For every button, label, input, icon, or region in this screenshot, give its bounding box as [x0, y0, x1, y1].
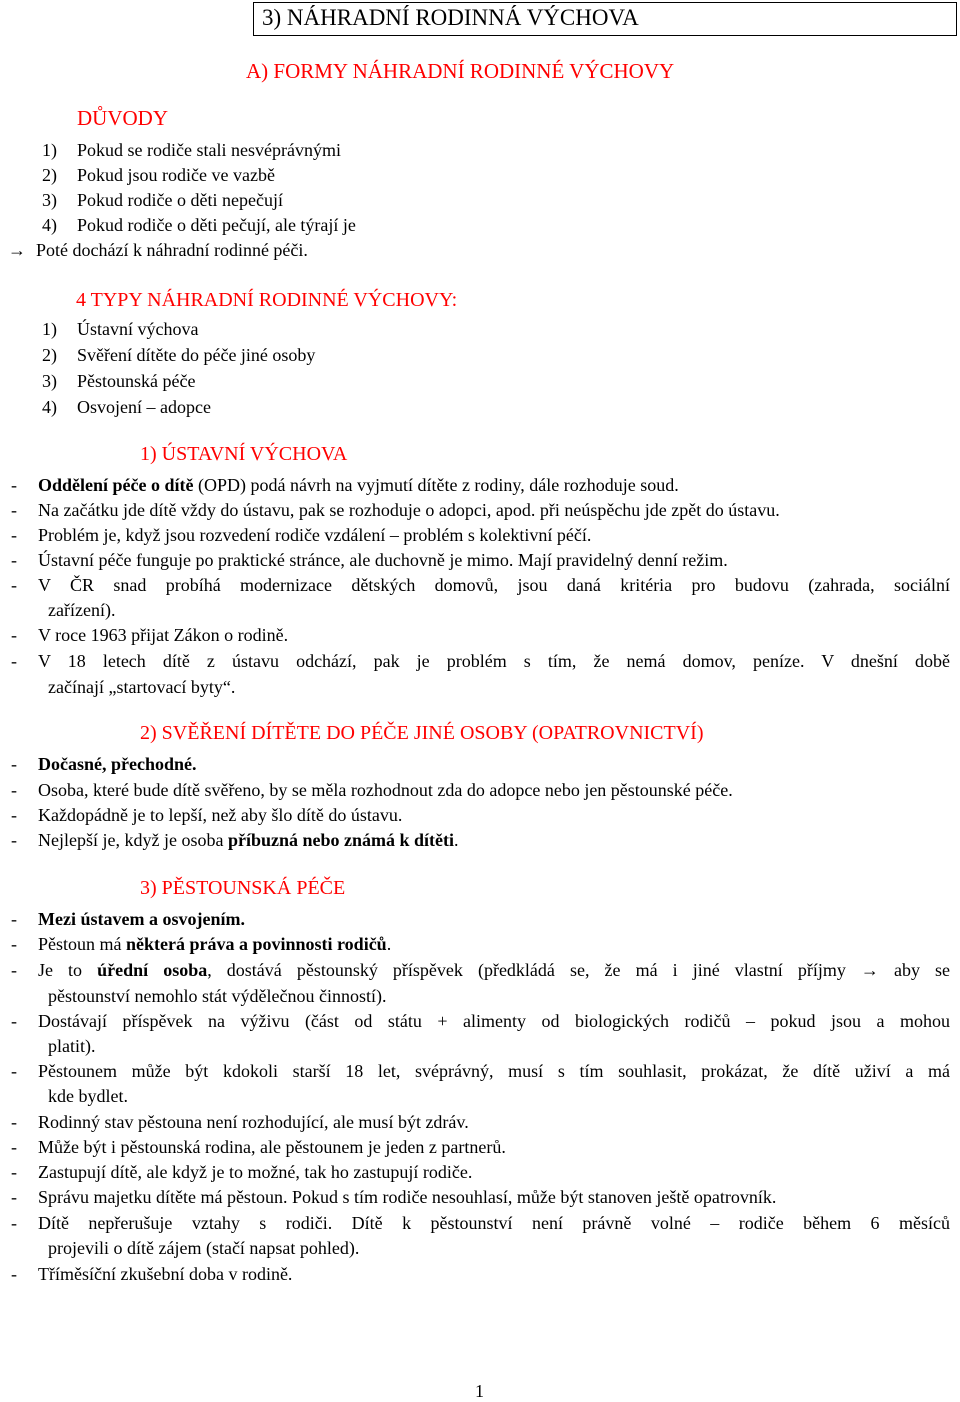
ustavni-bullet-5-line-1: V ČR snad probíhá modernizace dětských domovů, jsou daná kritéria pro budovu (zahrada, sociální: [38, 575, 950, 595]
pestounska-bullet-6: Rodinný stav pěstouna není rozhodující, ale musí být zdráv.: [38, 1112, 469, 1132]
bullet-dash: -: [11, 754, 17, 774]
duvody-heading: DŮVODY: [77, 106, 168, 130]
duvody-item-2: Pokud jsou rodiče ve vazbě: [77, 165, 275, 185]
duvody-num-2: 2): [42, 165, 57, 185]
typy-num-1: 1): [42, 319, 57, 339]
duvody-item-3: Pokud rodiče o děti nepečují: [77, 190, 283, 210]
sverceni-heading: 2) SVĚŘENÍ DÍTĚTE DO PÉČE JINÉ OSOBY (OPATROVNICTVÍ): [140, 722, 704, 744]
ustavni-bullet-1: Oddělení péče o dítě (OPD) podá návrh na vyjmutí dítěte z rodiny, dále rozhoduje soud.: [38, 475, 679, 495]
pestounska-bullet-1: Mezi ústavem a osvojením.: [38, 909, 245, 929]
duvody-item-4: Pokud rodiče o děti pečují, ale týrají je: [77, 215, 356, 235]
typy-item-2: Svěření dítěte do péče jiné osoby: [77, 345, 316, 365]
typy-num-2: 2): [42, 345, 57, 365]
ustavni-bullet-6: V roce 1963 přijat Zákon o rodině.: [38, 625, 289, 645]
bullet-dash: -: [11, 960, 17, 980]
sverceni-bullet-1: Dočasné, přechodné.: [38, 754, 197, 774]
bullet-dash: -: [11, 625, 17, 645]
bullet-dash: -: [11, 651, 17, 671]
pestounska-bullet-7: Může být i pěstounská rodina, ale pěstounem je jeden z partnerů.: [38, 1137, 506, 1157]
pestounska-bullet-3-line-2: pěstounství nemohlo stát výdělečnou činností).: [48, 986, 387, 1006]
typy-item-1: Ústavní výchova: [77, 319, 199, 339]
ustavni-bullet-5-line-2: zařízení).: [48, 600, 116, 620]
sverceni-bullet-3: Každopádně je to lepší, než aby šlo dítě do ústavu.: [38, 805, 403, 825]
pestounska-bullet-11: Tříměsíční zkušební doba v rodině.: [38, 1264, 293, 1284]
pestounska-bullet-5-line-1: Pěstounem může být kdokoli starší 18 let, svéprávný, musí s tím souhlasit, prokázat, že dítě uživí a má: [38, 1061, 950, 1081]
ustavni-bullet-7-line-1: V 18 letech dítě z ústavu odchází, pak je problém s tím, že nemá domov, peníze. V dnešní době: [38, 651, 950, 671]
bullet-dash: -: [11, 805, 17, 825]
bullet-dash: -: [11, 575, 17, 595]
bullet-dash: -: [11, 909, 17, 929]
duvody-conclusion: Poté dochází k náhradní rodinné péči.: [36, 240, 308, 260]
bullet-dash: -: [11, 525, 17, 545]
typy-num-3: 3): [42, 371, 57, 391]
bullet-dash: -: [11, 1061, 17, 1081]
typy-num-4: 4): [42, 397, 57, 417]
bullet-dash: -: [11, 475, 17, 495]
bullet-dash: -: [11, 550, 17, 570]
bullet-dash: -: [11, 1213, 17, 1233]
pestounska-bullet-4-line-1: Dostávají příspěvek na výživu (část od státu + alimenty od biologických rodičů – pokud jsou a mohou: [38, 1011, 950, 1031]
bullet-dash: -: [11, 1264, 17, 1284]
arrow-icon: →: [8, 240, 26, 260]
bullet-dash: -: [11, 1187, 17, 1207]
ustavni-bullet-4: Ústavní péče funguje po praktické stránce, ale duchovně je mimo. Mají pravidelný denní režim.: [38, 550, 728, 570]
ustavni-bullet-7-line-2: začínají „startovací byty“.: [48, 677, 236, 697]
duvody-item-1: Pokud se rodiče stali nesvéprávnými: [77, 140, 341, 160]
page-number: 1: [475, 1381, 484, 1401]
bullet-dash: -: [11, 780, 17, 800]
sverceni-bullet-2: Osoba, které bude dítě svěřeno, by se měla rozhodnout zda do adopce nebo jen pěstounské péče.: [38, 780, 733, 800]
bullet-dash: -: [11, 934, 17, 954]
pestounska-bullet-5-line-2: kde bydlet.: [48, 1086, 128, 1106]
duvody-num-3: 3): [42, 190, 57, 210]
pestounska-bullet-10-line-1: Dítě nepřerušuje vztahy s rodiči. Dítě k pěstounství není právně volné – rodiče během 6 měsíců: [38, 1213, 950, 1233]
pestounska-bullet-4-line-2: platit).: [48, 1036, 96, 1056]
pestounska-bullet-3-line-1: Je to úřední osoba, dostává pěstounský příspěvek (předkládá se, že má i jiné vlastní příjmy → aby se: [38, 960, 951, 980]
bullet-dash: -: [11, 1162, 17, 1182]
duvody-num-4: 4): [42, 215, 57, 235]
pestounska-bullet-10-line-2: projevili o dítě zájem (stačí napsat pohled).: [48, 1238, 360, 1258]
bullet-dash: -: [11, 1112, 17, 1132]
bullet-dash: -: [11, 1137, 17, 1157]
bullet-dash: -: [11, 500, 17, 520]
section-a-heading: A) FORMY NÁHRADNÍ RODINNÉ VÝCHOVY: [246, 59, 675, 83]
typy-heading: 4 TYPY NÁHRADNÍ RODINNÉ VÝCHOVY:: [76, 289, 458, 311]
typy-item-4: Osvojení – adopce: [77, 397, 211, 417]
ustavni-bullet-2: Na začátku jde dítě vždy do ústavu, pak se rozhoduje o adopci, apod. při neúspěchu jde zpět do ústavu.: [38, 500, 780, 520]
bullet-dash: -: [11, 1011, 17, 1031]
page-title: 3) NÁHRADNÍ RODINNÁ VÝCHOVA: [262, 5, 639, 30]
ustavni-bullet-3: Problém je, když jsou rozvedení rodiče vzdálení – problém s kolektivní péčí.: [38, 525, 592, 545]
bullet-dash: -: [11, 830, 17, 850]
pestounska-bullet-8: Zastupují dítě, ale když je to možné, tak ho zastupují rodiče.: [38, 1162, 473, 1182]
pestounska-heading: 3) PĚSTOUNSKÁ PÉČE: [140, 877, 346, 899]
pestounska-bullet-9: Správu majetku dítěte má pěstoun. Pokud s tím rodiče nesouhlasí, může být stanoven ještě opatrovník.: [38, 1187, 777, 1207]
pestounska-bullet-2: Pěstoun má některá práva a povinnosti rodičů.: [38, 934, 392, 954]
sverceni-bullet-4: Nejlepší je, když je osoba příbuzná nebo známá k dítěti.: [38, 830, 459, 850]
ustavni-heading: 1) ÚSTAVNÍ VÝCHOVA: [140, 443, 348, 465]
typy-item-3: Pěstounská péče: [77, 371, 196, 391]
duvody-num-1: 1): [42, 140, 57, 160]
